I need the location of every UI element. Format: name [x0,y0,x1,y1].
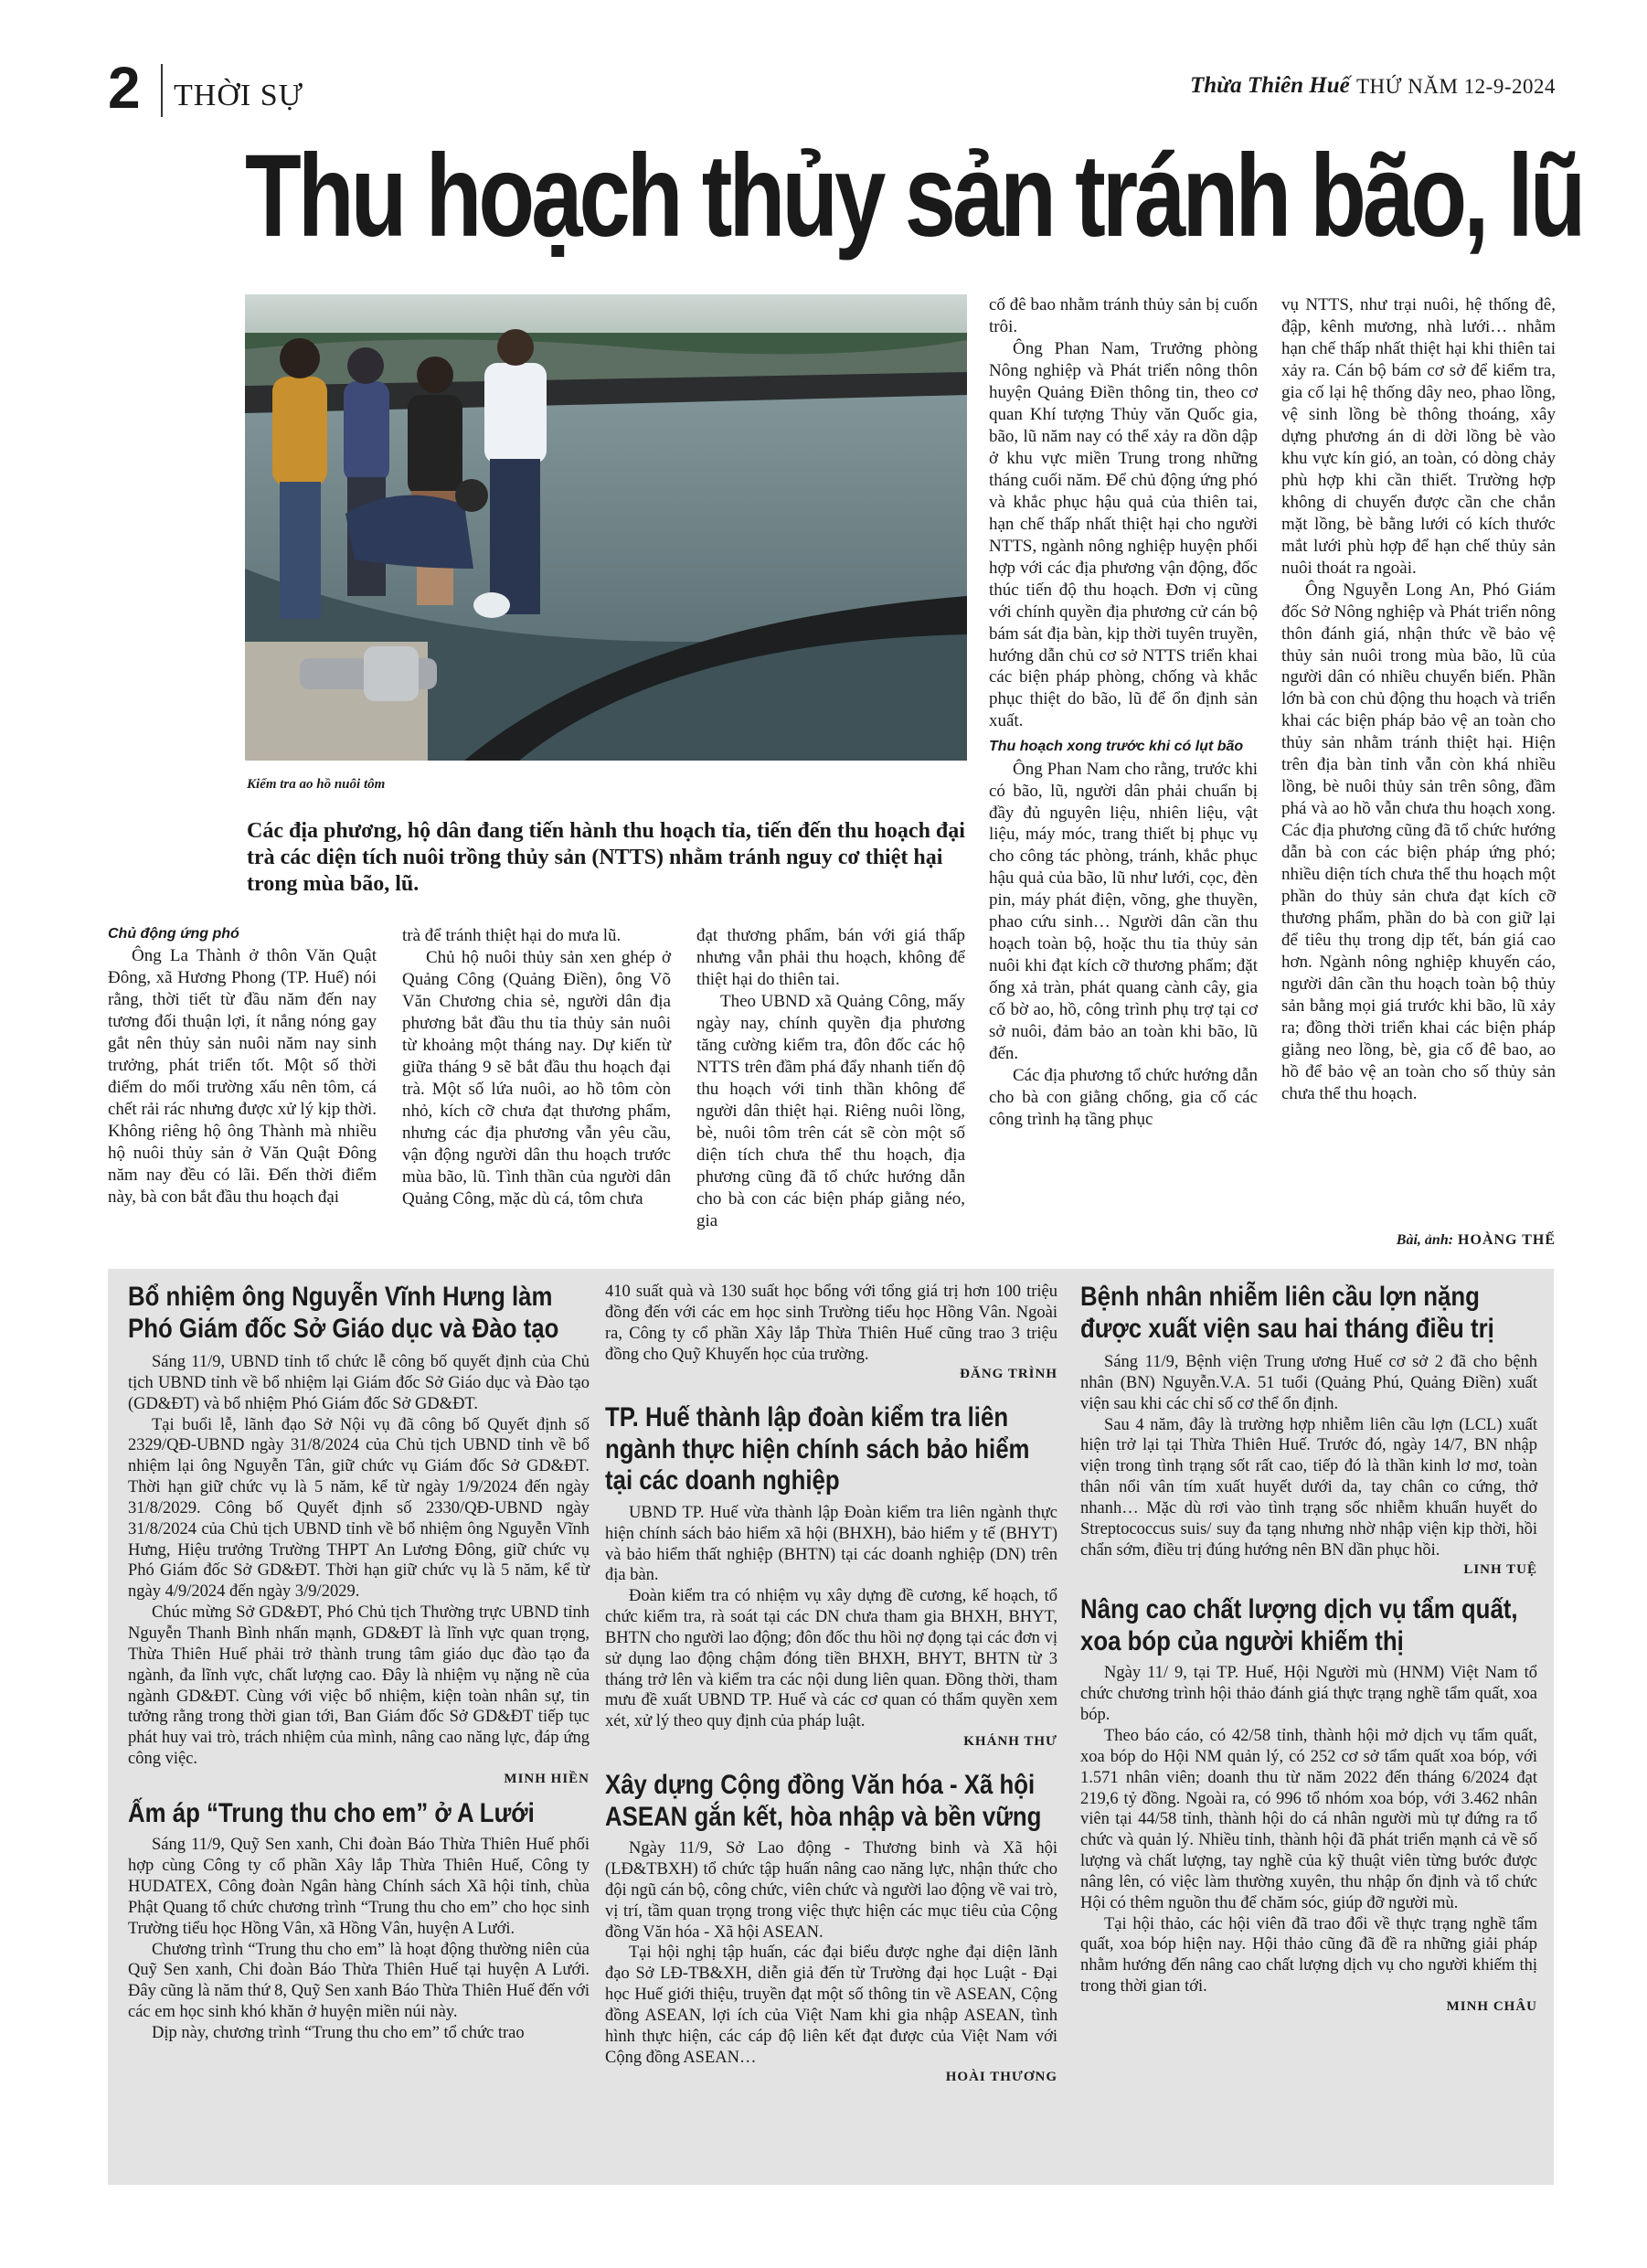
article-lead: Các địa phương, hộ dân đang tiến hành thu hoạch tỉa, tiến đến thu hoạch đại trà các diện tích nuôi trồng thủy sản (NTTS) nhằm tránh nguy cơ thiệt hại trong mùa bão, lũ. [247,819,965,896]
header-divider [161,64,163,117]
news-signature: LINH TUỆ [1463,1562,1537,1578]
news-signature: MINH HIỀN [504,1771,590,1786]
paragraph: đạt thương phẩm, bán với giá thấp nhưng vẫn phải thu hoạch, không để thiệt hại do thiên tai. [696,926,965,989]
paragraph: Sáng 11/9, UBND tỉnh tổ chức lễ công bố quyết định của Chủ tịch UBND tỉnh về bổ nhiệm lại Giám đốc Sở Giáo dục và Đào tạo (GD&ĐT) và bổ nhiệm Phó Giám đốc Sở GD&ĐT. [128,1353,590,1413]
article-column-3 [696,925,965,1232]
paragraph: Đoàn kiểm tra có nhiệm vụ xây dựng đề cương, kế hoạch, tổ chức kiểm tra, rà soát tại các DN chưa tham gia BHXH, BHYT, BHTN cho người lao động; đôn đốc thu hồi nợ đọng tại các đơn vị sử dụng lao động chậm đóng tiền BHXH, BHYT, BHTN từ 3 tháng trở lên và kiểm tra các nội dung liên quan. Đồng thời, tham mưu đề xuất UBND TP. Huế và các cơ quan có thẩm quyền xem xét, xử lý theo quy định của pháp luật. [605,1587,1057,1731]
paragraph: Ngày 11/9, Sở Lao động - Thương binh và Xã hội (LĐ&TBXH) tổ chức tập huấn nâng cao năng lực, nhận thức cho đội ngũ cán bộ, công chức, viên chức và người lao động về vai trò, vị trí, tầm quan trọng trong việc thực hiện các mục tiêu của Cộng đồng Văn hóa - Xã hội ASEAN. [605,1839,1057,1942]
news-body [605,1282,1057,1365]
news-body [128,1835,590,2043]
news-body [605,1838,1057,2068]
paragraph: Chủ hộ nuôi thủy sản xen ghép ở Quảng Công (Quảng Điền), ông Võ Văn Chương chia sẻ, người dân địa phương bắt đầu thu tỉa thủy sản nuôi từ khoảng một tháng nay. Dự kiến từ giữa tháng 9 sẽ bắt đầu thu hoạch đại trà. Một số lứa nuôi, ao hồ tôm còn nhỏ, kích cỡ chưa đạt thương phẩm, nhưng các địa phương vẫn yêu cầu, vận động người dân thu hoạch trước mùa bão, lũ. Tình thần của người dân Quảng Công, mặc dù cá, tôm chưa [402,947,671,1209]
article-column-5 [1281,294,1556,1105]
news-column-1 [128,1282,590,2044]
paragraph: Sau 4 năm, đây là trường hợp nhiễm liên cầu lợn (LCL) xuất hiện trở lại tại Thừa Thiên Huế. Trước đó, ngày 14/7, BN nhập viện trong tình trạng sốt rất cao, tiếp đó là thần kinh lơ mơ, toàn thân nổi vân tím xuất huyết dưới da, tay chân co cứng, thở nhanh… Mặc dù rơi vào tình trạng sốc nhiễm khuẩn huyết do Streptococcus suis/ suy đa tạng nhưng nhờ nhập viện kịp thời, hồi chẩn sớm, điều trị đúng hướng nên BN dần phục hồi. [1080,1415,1537,1560]
paragraph: Tại buổi lễ, lãnh đạo Sở Nội vụ đã công bố Quyết định số 2329/QĐ-UBND ngày 31/8/2024 của Chủ tịch UBND tỉnh về bổ nhiệm lại ông Nguyễn Tân, giữ chức vụ Giám đốc Sở GD&ĐT. Thời hạn giữ chức vụ là 5 năm, kể từ ngày 1/9/2024 đến ngày 31/8/2029. Công bố Quyết định số 2330/QĐ-UBND ngày 31/8/2024 của Chủ tịch UBND tỉnh về bổ nhiệm ông Nguyễn Vĩnh Hưng, Hiệu trưởng Trường THPT An Lương Đông, giữ chức vụ Phó Giám đốc Sở GD&ĐT. Thời hạn giữ chức vụ là 5 năm, kể từ ngày 4/9/2024 đến ngày 3/9/2029. [128,1415,590,1602]
article-photo [245,294,967,761]
news-title: Xây dựng Cộng đồng Văn hóa - Xã hội ASEAN gắn kết, hòa nhập và bền vững [605,1770,1042,1832]
article-column-1 [108,925,377,1209]
paragraph: trà để tránh thiệt hại do mưa lũ. [402,926,622,945]
news-signature: HOÀI THƯƠNG [945,2070,1057,2085]
article-column-4 [989,294,1258,1131]
main-article-byline: Bài, ảnh: HOÀNG THẾ [1396,1232,1556,1248]
paragraph: Ông Phan Nam cho rằng, trước khi có bão, lũ, người dân phải chuẩn bị đầy đủ nguyên liệu, nhiên liệu, vật liệu, máy móc, trang thiết bị phục vụ cho công tác phòng, tránh, khắc phục hậu quả của bão, lũ như lưới, cọc, đèn pin, máy phát điện, võng, ghe thuyền, phao cứu sinh… Người dân cần thu hoạch toàn bộ, hoặc thu tỉa thủy sản nuôi khi đạt kích cỡ thương phẩm; đặt ống xả tràn, phát quang cành cây, gia cố bờ ao, hồ, công trình phụ trợ tại cơ sở nuôi, đảm bảo an toàn khi bão, lũ đến. [989,759,1258,1064]
news-column-2 [605,1282,1057,2096]
main-headline: Thu hoạch thủy sản tránh bão, lũ [245,131,1583,261]
paragraph: Chương trình “Trung thu cho em” là hoạt động thường niên của Quỹ Sen xanh, Chi đoàn Báo Thừa Thiên Huế tại huyện A Lưới. Đây cũng là năm thứ 8, Quỹ Sen xanh Báo Thừa Thiên Huế đến với các em học sinh khó khăn ở huyện miền núi này. [128,1940,590,2022]
article-column-2 [402,925,671,1210]
news-title: Bệnh nhân nhiễm liên cầu lợn nặng được xuất viện sau hai tháng điều trị [1080,1282,1494,1344]
news-title: Nâng cao chất lượng dịch vụ tẩm quất, xoa bóp của người khiếm thị [1080,1594,1518,1656]
paragraph: UBND TP. Huế vừa thành lập Đoàn kiểm tra liên ngành thực hiện chính sách bảo hiểm xã hội (BHXH), bảo hiểm y tế (BHYT) và bảo hiểm thất nghiệp (BHTN) tại các doanh nghiệp (DN) trên địa bàn. [605,1503,1057,1585]
newspaper-name: Thừa Thiên Huế [1190,73,1350,98]
news-signature: ĐĂNG TRÌNH [960,1367,1057,1382]
section-name: THỜI SỰ [174,79,303,112]
subheading-chu-dong: Chủ động ứng phó [108,926,239,942]
paragraph: 410 suất quà và 130 suất học bổng với tổng giá trị hơn 100 triệu đồng đến với các em học sinh Trường tiểu học Hồng Vân. Ngoài ra, Công ty cổ phần Xây lắp Thừa Thiên Huế cũng trao 3 triệu đồng cho Quỹ Khuyến học của trường. [605,1283,1057,1364]
photo-caption: Kiểm tra ao hồ nuôi tôm [247,777,386,792]
paragraph: Chúc mừng Sở GD&ĐT, Phó Chủ tịch Thường trực UBND tỉnh Nguyễn Thanh Bình nhấn mạnh, GD&ĐT là lĩnh vực quan trọng, Thừa Thiên Huế phải trở thành trung tâm giáo dục đào tạo đa ngành, đa lĩnh vực, chất lượng cao. Đây là nhiệm vụ nặng nề của ngành GD&ĐT. Cùng với việc bổ nhiệm, kiện toàn nhân sự, tin tưởng rằng trong thời gian tới, Ban Giám đốc Sở GD&ĐT tiếp tục phát huy vai trò, trách nhiệm của mình, nâng cao năng lực, đáp ứng công việc. [128,1603,590,1769]
page-number: 2 [108,55,141,121]
news-body [605,1503,1057,1732]
paragraph: Theo UBND xã Quảng Công, mấy ngày nay, chính quyền địa phương tăng cường kiểm tra, đôn đốc các hộ NTTS trên đầm phá đẩy nhanh tiến độ thu hoạch với tinh thần không để người dân thiệt hại. Riêng nuôi lồng, bè, nuôi tôm trên cát sẽ còn một số diện tích chưa thể thu hoạch, địa phương cũng đã tổ chức hướng dẫn cho bà con các biện pháp giằng néo, gia [696,991,965,1230]
paragraph: Tại hội nghị tập huấn, các đại biểu được nghe đại diện lãnh đạo Sở LĐ-TB&XH, diễn giả đến từ Trường đại học Luật - Đại học Huế giới thiệu, truyền đạt một số thông tin về ASEAN, Cộng đồng ASEAN, lợi ích của Việt Nam khi gia nhập ASEAN, tình hình thực hiện, các cáp độ liên kết đạt được của Việt Nam với Cộng đồng ASEAN… [605,1943,1057,2067]
news-body [128,1352,590,1770]
news-title: TP. Huế thành lập đoàn kiểm tra liên ngành thực hiện chính sách bảo hiểm tại các doanh nghiệp [605,1402,1030,1496]
paragraph: vụ NTTS, như trại nuôi, hệ thống đê, đập, kênh mương, nhà lưới… nhằm hạn chế thấp nhất thiệt hại khi thiên tai xảy ra. Cán bộ bám cơ sở để kiểm tra, gia cố lại hệ thống dây neo, phao lồng, vệ sinh lồng bè thông thoáng, xây dựng phương án di dời lồng bè vào khu vực kín gió, an toàn, có dòng chảy phù hợp khi cần thiết. Trường hợp không di chuyển được cần che chắn mặt lồng, bè bằng lưới có kích thước mắt lưới phù hợp để hạn chế thủy sản nuôi thoát ra ngoài. [1281,295,1556,578]
news-body [1080,1663,1537,1997]
paragraph: Sáng 11/9, Bệnh viện Trung ương Huế cơ sở 2 đã cho bệnh nhân (BN) Nguyễn.V.A. 51 tuổi (Quảng Phú, Quảng Điền) xuất viện sau khi các chỉ số cơ thể ổn định. [1080,1353,1537,1413]
paragraph: Ông La Thành ở thôn Văn Quật Đông, xã Hương Phong (TP. Huế) nói rằng, thời tiết từ đầu năm đến nay tương đối thuận lợi, ít nắng nóng gay gắt nên thủy sản nuôi năm nay sinh trưởng, phát triển tốt. Một số thời điểm do mối trường xấu nên tôm, cá chết rải rác nhưng được xử lý kịp thời. Không riêng hộ ông Thành mà nhiều hộ nuôi thủy sản ở Văn Quật Đông năm nay đều có lãi. Đến thời điểm này, bà con bắt đầu thu hoạch đại [108,946,377,1207]
news-column-3 [1080,1282,1537,2026]
news-signature: KHÁNH THƯ [963,1734,1057,1750]
news-body [1080,1352,1537,1560]
news-title: Bổ nhiệm ông Nguyễn Vĩnh Hưng làm Phó Giám đốc Sở Giáo dục và Đào tạo [128,1282,559,1344]
subheading-thu-hoach: Thu hoạch xong trước khi có lụt bão [989,739,1244,755]
paragraph: Theo báo cáo, có 42/58 tỉnh, thành hội mở dịch vụ tẩm quất, xoa bóp do Hội NM quản lý, có 252 cơ sở tẩm quất xoa bóp, với 1.571 nhân viên; doanh thu từ năm 2022 đến tháng 6/2024 đạt 219,6 tỷ đồng. Ngoài ra, có 996 tổ nhóm xoa bóp, với 3.462 nhân viên tại 44/58 tỉnh, thành hội do cá nhân người mù tự đứng ra tổ chức và quản lý. Nhiều tỉnh, thành hội đã phát triển mạnh cả về số lượng và chất lượng, tay nghề của kỹ thuật viên từng bước được nâng lên, có việc làm thường xuyên, thu nhập ổn định và tổ chức Hội có thêm nguồn thu để chăm sóc, giúp đỡ người mù. [1080,1726,1537,1912]
paragraph: cố đê bao nhằm tránh thủy sản bị cuốn trôi. [989,295,1258,336]
paragraph: Các địa phương tổ chức hướng dẫn cho bà con giằng chống, gia cố các công trình hạ tầng phục [989,1066,1258,1130]
pond-inspection-illustration [245,294,967,761]
news-signature: MINH CHÂU [1446,1998,1537,2014]
paragraph: Dịp này, chương trình “Trung thu cho em” tổ chức trao [152,2023,525,2042]
paragraph: Sáng 11/9, Quỹ Sen xanh, Chi đoàn Báo Thừa Thiên Huế phối hợp cùng Công ty cổ phần Xây lắp Thừa Thiên Huế, Công ty HUDATEX, Công đoàn Ngân hàng Chính sách Xã hội tỉnh, chùa Phật Quang tổ chức chương trình “Trung thu cho em” cho học sinh Trường tiểu học Hồng Vân, xã Hồng Vân, huyện A Lưới. [128,1836,590,1938]
paragraph: Ngày 11/ 9, tại TP. Huế, Hội Người mù (HNM) Việt Nam tổ chức chương trình hội thảo đánh giá thực trạng nghề tẩm quất, xoa bóp. [1080,1664,1537,1725]
issue-date: THỨ NĂM 12-9-2024 [1356,75,1556,98]
paragraph: Ông Phan Nam, Trưởng phòng Nông nghiệp và Phát triển nông thôn huyện Quảng Điền thông tin, theo cơ quan Khí tượng Thủy văn Quốc gia, bão, lũ năm nay có thể xảy ra dồn dập ở khu vực miền Trung trong những tháng cuối năm. Để chủ động ứng phó và khắc phục hậu quả của thiên tai, hạn chế thấp nhất thiệt hại cho người NTTS, ngành nông nghiệp huyện phối hợp với các địa phương vận động, đốc thúc tiến độ thu hoạch. Đơn vị cũng với chính quyền địa phương cử cán bộ bám sát địa bàn, kịp thời tuyên truyền, hướng dẫn chủ cơ sở NTTS triển khai các biện pháp phòng, chống và khắc phục thiệt do bão, lũ để ổn định sản xuất. [989,338,1258,731]
news-title: Ấm áp “Trung thu cho em” ở A Lưới [128,1797,535,1828]
paragraph: Ông Nguyễn Long An, Phó Giám đốc Sở Nông nghiệp và Phát triển nông thôn đánh giá, nhận thức về bảo vệ thủy sản nuôi trong mùa bão, lũ của người dân có nhiều chuyển biến. Phần lớn bà con chủ động thu hoạch và triển khai các biện pháp bảo vệ an toàn cho thủy sản nhằm tránh thiệt hại. Hiện trên địa bàn tỉnh vẫn còn khá nhiều lồng, bè nuôi thủy sản trên sông, đầm phá và ao hồ vẫn chưa thu hoạch xong. Các địa phương cũng đã tổ chức hướng dẫn bà con các biện pháp ứng phó; nhiều diện tích chưa thể thu hoạch một phần do thủy sản chưa đạt kích cỡ thương phẩm, phần do bà con giữ lại để tiêu thụ trong dịp tết, bán giá cao hơn. Ngành nông nghiệp khuyến cáo, người dân cần thu hoạch toàn bộ thủy sản bằng mọi giá trước khi bão, lũ xảy ra; đồng thời triển khai các biện pháp giằng neo lồng, bè, gia cố đê bao, ao hồ để bảo vệ an toàn cho số thủy sản chưa thể thu hoạch. [1281,580,1556,1103]
paragraph: Tại hội thảo, các hội viên đã trao đổi về thực trạng nghề tẩm quất, xoa bóp hiện nay. Hội thảo cũng đã đề ra những giải pháp nhằm hướng đến nâng cao chất lượng dịch vụ cho người khiếm thị trong thời gian tới. [1080,1914,1537,1996]
